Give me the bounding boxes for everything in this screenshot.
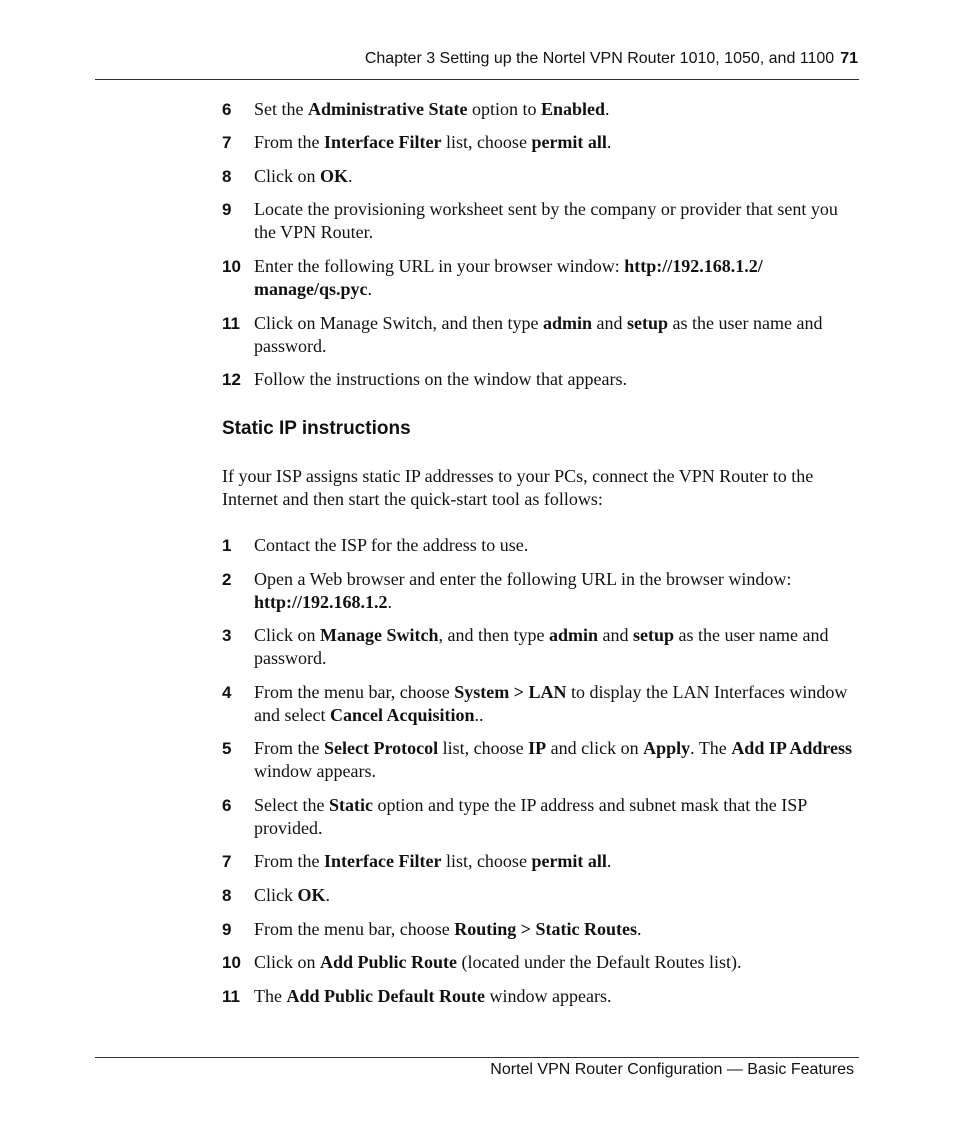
- step-item: [222, 737, 862, 783]
- step-text-run: ..: [474, 705, 484, 725]
- step-text-run: From the: [254, 132, 324, 152]
- step-text-run: Click on: [254, 166, 320, 186]
- step-text-run: list, choose: [438, 738, 529, 758]
- step-number: 6: [222, 796, 232, 815]
- step-item: [222, 534, 862, 557]
- step-text: [254, 794, 862, 840]
- step-text-bold: permit all: [531, 851, 607, 871]
- section-heading: Static IP instructions: [222, 418, 411, 439]
- step-text-run: and click on: [546, 738, 644, 758]
- step-item: [222, 951, 862, 974]
- step-text-run: .: [348, 166, 353, 186]
- step-text-run: , and then type: [438, 625, 549, 645]
- step-number: 2: [222, 570, 232, 589]
- step-item: [222, 681, 862, 727]
- step-item: [222, 624, 862, 670]
- step-item: [222, 368, 862, 391]
- step-number: 11: [222, 987, 240, 1006]
- step-number: 12: [222, 370, 241, 389]
- step-text: [254, 918, 862, 941]
- step-text-run: window appears.: [485, 986, 612, 1006]
- step-text: [254, 624, 862, 670]
- step-text: [254, 198, 862, 244]
- step-text-bold: Interface Filter: [324, 132, 442, 152]
- step-number: 8: [222, 886, 232, 905]
- step-text-run: option and type the IP address and subnet mask that the ISP provided.: [254, 795, 807, 838]
- step-text-run: Contact the ISP for the address to use.: [254, 535, 529, 555]
- step-text-bold: Enabled: [541, 99, 606, 119]
- step-text: [254, 131, 862, 154]
- step-text-run: From the: [254, 738, 324, 758]
- step-text-run: Select the: [254, 795, 329, 815]
- step-number: 4: [222, 683, 232, 702]
- step-text-run: .: [637, 919, 642, 939]
- step-text-bold: Add Public Default Route: [286, 986, 485, 1006]
- step-text-bold: Apply: [643, 738, 691, 758]
- step-text-run: Click on: [254, 952, 320, 972]
- step-text-bold: admin: [542, 313, 592, 333]
- step-item: [222, 312, 862, 358]
- step-text-run: .: [387, 592, 393, 612]
- step-text: [254, 850, 862, 873]
- step-text-bold: IP: [528, 738, 547, 758]
- step-text-run: .: [325, 885, 331, 905]
- step-text-bold: Cancel Acquisition: [329, 705, 475, 725]
- step-text-run: window appears.: [254, 761, 376, 781]
- step-text-run: list, choose: [441, 132, 532, 152]
- step-number: 10: [222, 953, 241, 972]
- step-text-run: .: [367, 279, 373, 299]
- step-text: [254, 534, 862, 557]
- step-text-run: . The: [690, 738, 732, 758]
- step-text-run: .: [606, 851, 612, 871]
- page-number: 71: [840, 50, 858, 67]
- step-text-run: Enter the following URL in your browser window:: [254, 256, 625, 276]
- step-text: [254, 312, 862, 358]
- step-number: 11: [222, 314, 240, 333]
- step-text-run: to display the LAN Interfaces window and select: [254, 682, 848, 725]
- header-rule: [95, 79, 859, 80]
- step-text-bold: Select Protocol: [324, 738, 439, 758]
- step-number: 6: [222, 100, 232, 119]
- step-text-run: From the: [254, 851, 324, 871]
- step-text-bold: Static: [328, 795, 373, 815]
- step-text-run: Click: [254, 885, 298, 905]
- step-text-bold: http://192.168.1.2: [254, 592, 388, 612]
- page-footer: Nortel VPN Router Configuration — Basic Features: [490, 1061, 854, 1078]
- step-text: [254, 737, 862, 783]
- step-text-run: list, choose: [441, 851, 532, 871]
- step-number: 7: [222, 852, 232, 871]
- footer-rule: [95, 1057, 859, 1058]
- step-item: [222, 131, 862, 154]
- step-text-run: Click on Manage Switch, and then type: [254, 313, 543, 333]
- step-text: [254, 165, 862, 188]
- step-text-run: Set the: [254, 99, 308, 119]
- chapter-title: Chapter 3 Setting up the Nortel VPN Router 1010, 1050, and 1100: [364, 50, 835, 67]
- step-item: [222, 850, 862, 873]
- step-text-run: Click on: [254, 625, 320, 645]
- step-text-run: and: [598, 625, 634, 645]
- step-item: [222, 918, 862, 941]
- step-item: [222, 165, 862, 188]
- step-number: 7: [222, 133, 232, 152]
- step-text-bold: OK: [320, 166, 349, 186]
- step-text-bold: Routing > Static Routes: [454, 919, 637, 939]
- step-text-bold: Manage Switch: [320, 625, 439, 645]
- step-text: [254, 568, 862, 614]
- step-text-run: From the menu bar, choose: [254, 919, 455, 939]
- step-text-run: as the user name and password.: [254, 625, 829, 668]
- step-text-bold: Add Public Route: [320, 952, 458, 972]
- step-item: [222, 568, 862, 614]
- step-item: [222, 884, 862, 907]
- step-text: [254, 255, 862, 301]
- step-item: [222, 98, 862, 121]
- step-text: [254, 884, 862, 907]
- step-item: [222, 794, 862, 840]
- step-text-bold: permit all: [531, 132, 607, 152]
- step-text-run: .: [606, 132, 612, 152]
- step-text-bold: setup: [626, 313, 668, 333]
- step-text: [254, 368, 862, 391]
- step-text-bold: setup: [633, 625, 675, 645]
- step-text-run: The: [254, 986, 287, 1006]
- step-text-bold: System > LAN: [454, 682, 567, 702]
- step-text-run: as the user name and password.: [254, 313, 823, 356]
- section-intro: If your ISP assigns static IP addresses to your PCs, connect the VPN Router to the Internet and then start the quick-start tool as follows:: [222, 466, 814, 509]
- step-text-bold: admin: [548, 625, 599, 645]
- step-item: [222, 198, 862, 244]
- step-text: [254, 98, 862, 121]
- step-text: [254, 681, 862, 727]
- step-text-bold: OK: [297, 885, 326, 905]
- step-text-run: Locate the provisioning worksheet sent by the company or provider that sent you the VPN Router.: [254, 199, 838, 242]
- step-item: [222, 985, 862, 1008]
- step-number: 8: [222, 167, 232, 186]
- step-number: 1: [222, 536, 232, 555]
- step-text-run: option to: [467, 99, 541, 119]
- page-header: [365, 50, 858, 68]
- step-text-run: Follow the instructions on the window that appears.: [254, 369, 627, 389]
- step-number: 5: [222, 739, 232, 758]
- step-text-bold: Add IP Address: [731, 738, 853, 758]
- step-text-bold: Administrative State: [308, 99, 468, 119]
- step-number: 9: [222, 920, 232, 939]
- step-number: 3: [222, 626, 232, 645]
- step-text-bold: Interface Filter: [324, 851, 442, 871]
- step-text-run: Open a Web browser and enter the following URL in the browser window:: [254, 569, 792, 589]
- step-item: [222, 255, 862, 301]
- step-text: [254, 985, 862, 1008]
- step-number: 9: [222, 200, 232, 219]
- step-text-run: and: [591, 313, 627, 333]
- step-text: [254, 951, 862, 974]
- step-text-run: (located under the Default Routes list).: [457, 952, 742, 972]
- step-text-run: From the menu bar, choose: [254, 682, 455, 702]
- step-text-bold: http://192.168.1.2/ manage/qs.pyc: [254, 256, 763, 299]
- step-number: 10: [222, 257, 241, 276]
- step-text-run: .: [605, 99, 610, 119]
